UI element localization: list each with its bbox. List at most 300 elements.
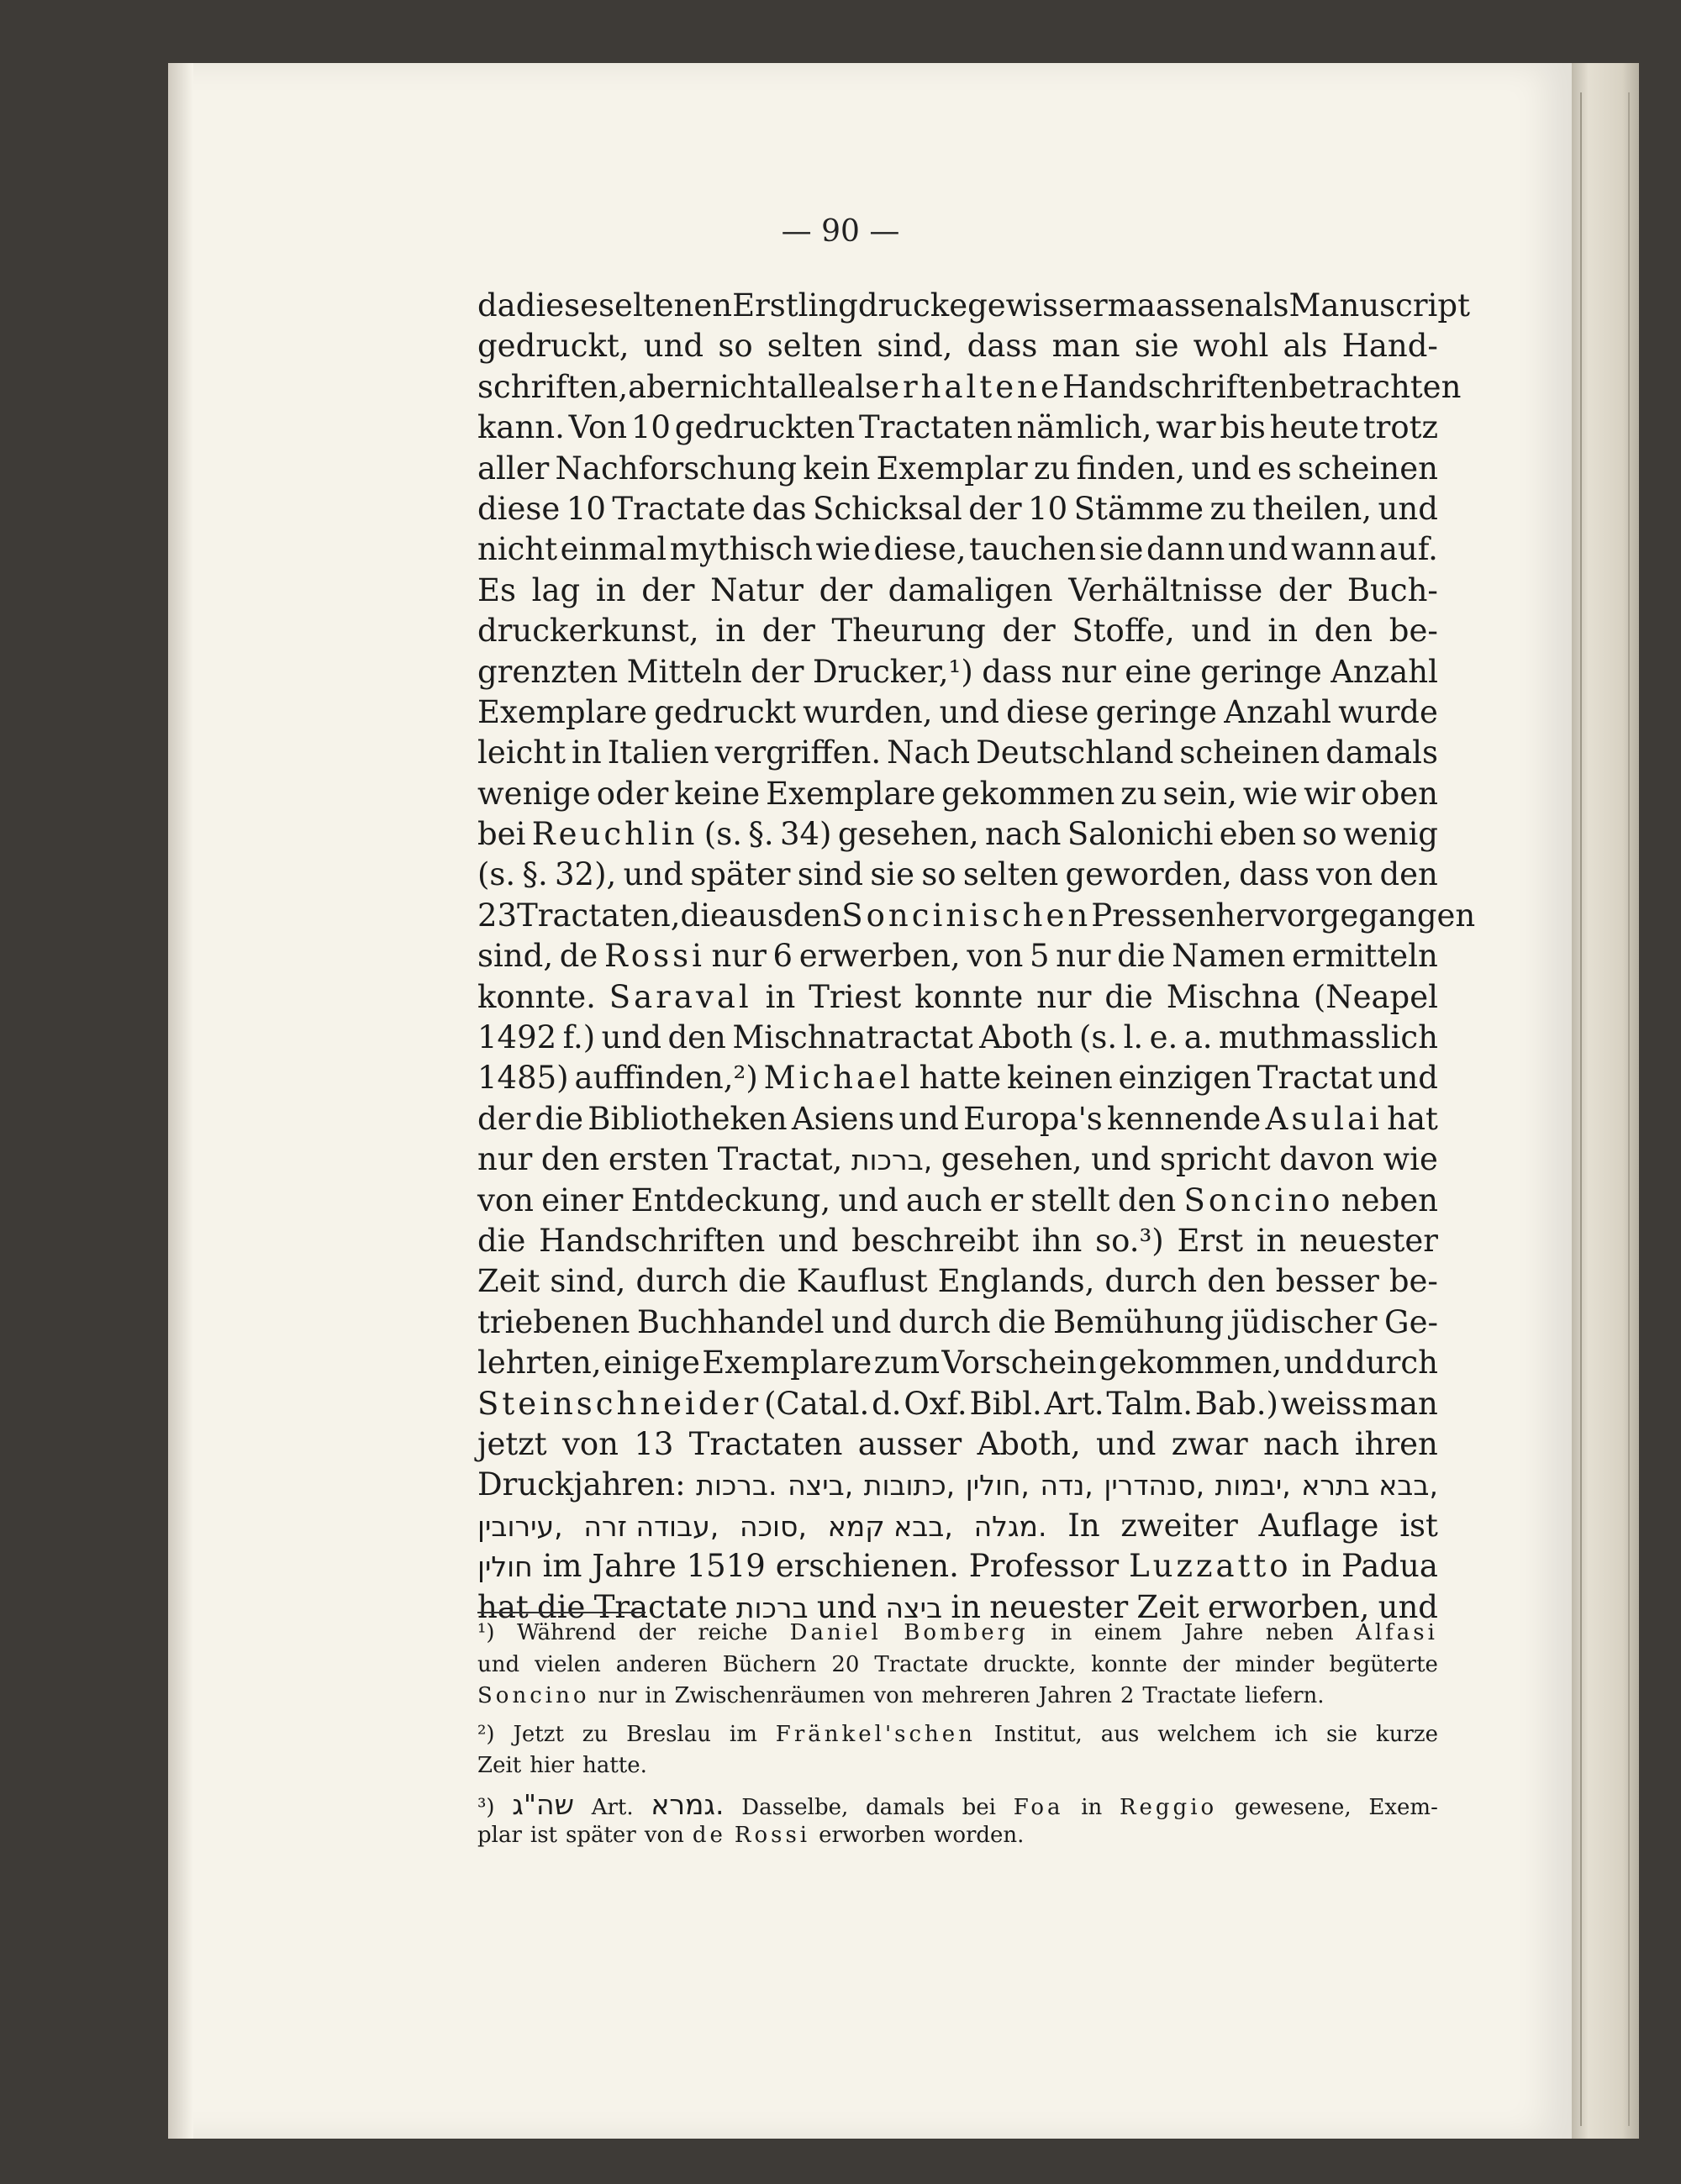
word: war [1156, 409, 1216, 446]
word: Während [517, 1620, 616, 1645]
word: Daniel [789, 1620, 882, 1645]
word: Reuchlin [531, 816, 698, 853]
word: Aboth, [977, 1425, 1081, 1462]
word: aller [477, 450, 550, 487]
word: einem [1093, 1620, 1162, 1645]
word: Handschriften [1062, 368, 1289, 405]
word: sie [1134, 328, 1179, 365]
word: Institut, [993, 1721, 1083, 1747]
word: weiss [1280, 1385, 1368, 1422]
footnote-3 [477, 1789, 1438, 1852]
word: שה"ג [512, 1787, 574, 1821]
word: 10 [566, 490, 606, 527]
word: von [561, 1425, 619, 1462]
word: Asiens [791, 1100, 895, 1137]
page-number: — 90 — [781, 214, 900, 249]
word: auf. [1378, 531, 1438, 568]
word: nicht [699, 368, 780, 405]
word: Asulai [1265, 1100, 1383, 1137]
word: und [838, 1181, 898, 1218]
word: die [537, 1588, 586, 1625]
word: lehrten, [477, 1345, 602, 1381]
word: nur [1061, 653, 1116, 690]
word: nach [985, 816, 1062, 853]
word: in [645, 1683, 667, 1708]
word: sie [870, 856, 915, 893]
body-line [477, 611, 1438, 651]
word: in [1256, 1222, 1287, 1259]
word: so [1302, 816, 1337, 853]
word: damaligen [888, 571, 1053, 608]
word: Exemplare [766, 775, 936, 812]
word: damals [1325, 734, 1438, 771]
word: kein [803, 450, 871, 487]
word: scheinen [1298, 450, 1438, 487]
word: Bibl. [969, 1385, 1042, 1422]
word: von [967, 938, 1024, 975]
word: stellt [1030, 1181, 1110, 1218]
word: 10 [630, 409, 671, 446]
word: 32), [555, 856, 617, 893]
word: Exemplare [702, 1345, 872, 1381]
word: יבמות, [1215, 1469, 1291, 1502]
body-line [477, 1384, 1438, 1424]
word: kann. [477, 409, 565, 446]
word: und [831, 1303, 892, 1340]
word: zu [1120, 775, 1157, 812]
word: mehreren [921, 1683, 1030, 1708]
word: grenzten [477, 653, 619, 690]
word: man [1369, 1385, 1438, 1422]
word: begüterte [1329, 1651, 1438, 1677]
word: wurde [1338, 693, 1438, 730]
body-line [477, 1424, 1438, 1465]
word: (s. [477, 856, 516, 893]
word: wie [1383, 1141, 1438, 1178]
word: ermitteln [1292, 938, 1438, 975]
word: be- [1389, 613, 1438, 650]
word: es [1257, 450, 1292, 487]
body-line [477, 692, 1438, 733]
word: §. [748, 816, 774, 853]
word: bis [1220, 409, 1266, 446]
word: zum [873, 1345, 941, 1381]
footnotes [477, 1618, 1438, 1859]
word: von [644, 1823, 684, 1848]
word: einer [541, 1181, 624, 1218]
word: gedruckt, [477, 328, 630, 365]
word: Buch- [1346, 571, 1438, 608]
word: so [718, 328, 753, 365]
word: aber [628, 368, 700, 405]
word: der [751, 653, 804, 690]
body-line [477, 449, 1438, 489]
word: neben [1341, 1181, 1438, 1218]
word: bei [477, 816, 526, 853]
body-line [477, 326, 1438, 366]
word: Tractate [593, 1588, 728, 1625]
body-line [477, 1181, 1438, 1221]
word: Kauflust [796, 1263, 928, 1300]
body-line [477, 1018, 1438, 1058]
word: nur [711, 938, 767, 975]
word: sind, [877, 328, 953, 365]
word: von [477, 1181, 535, 1218]
word: das [751, 490, 807, 527]
word: de [692, 1823, 726, 1848]
word: und [1227, 531, 1288, 568]
word: 13 [634, 1425, 674, 1462]
word: Buchhandel [636, 1303, 825, 1340]
word: und [1091, 1141, 1151, 1178]
word: Ge- [1384, 1303, 1438, 1340]
word: zwar [1171, 1425, 1248, 1462]
word: hier [530, 1753, 575, 1778]
word: den [540, 1141, 600, 1178]
word: 1492 [477, 1019, 557, 1056]
word: (Neapel [1313, 978, 1438, 1015]
word: im [542, 1548, 582, 1585]
word: der [968, 490, 1022, 527]
word: 5 [1029, 938, 1050, 975]
word: Manuscript [1288, 287, 1470, 324]
word: so.³) [1095, 1222, 1164, 1259]
word: er [989, 1181, 1024, 1218]
word: den [1379, 856, 1438, 893]
word: oder [596, 775, 669, 812]
body-line [477, 1058, 1438, 1098]
word: dass [982, 653, 1052, 690]
word: nach [1263, 1425, 1340, 1462]
word: sein, [1162, 775, 1237, 812]
word: als [1283, 328, 1328, 365]
footnote-2 [477, 1719, 1438, 1782]
word: Tractaten, [517, 897, 681, 934]
word: ersten [608, 1141, 709, 1178]
word: nur [477, 1141, 533, 1178]
word: ich [1274, 1721, 1309, 1747]
word: בבא קמא, [827, 1509, 953, 1543]
word: ברכות. [696, 1469, 777, 1502]
word: keine [674, 775, 761, 812]
word: den [1117, 1181, 1177, 1218]
word: kurze [1375, 1721, 1438, 1747]
word: alle [779, 368, 837, 405]
word: in [572, 734, 602, 771]
word: sie [1325, 1721, 1358, 1747]
word: ihn [1031, 1222, 1083, 1259]
word: גמרא. [651, 1787, 725, 1821]
word: diese [515, 287, 599, 324]
word: eine [1125, 653, 1192, 690]
word: minder [1235, 1651, 1315, 1677]
word: Tractaten [688, 1425, 843, 1462]
body-line [477, 1261, 1438, 1302]
body-line [477, 733, 1438, 773]
word: gewissermaassen [967, 287, 1245, 324]
body-line [477, 774, 1438, 814]
word: sind, [477, 938, 554, 975]
word: und [778, 1222, 839, 1259]
word: der [1182, 1651, 1220, 1677]
word: und [623, 856, 683, 893]
word: בבא בתרא, [1301, 1469, 1438, 1502]
word: ברכות, [851, 1144, 933, 1177]
word: Jetzt [513, 1721, 564, 1747]
word: be- [1389, 1263, 1438, 1300]
word: erworben, [1207, 1588, 1370, 1625]
word: jüdischer [1230, 1303, 1378, 1340]
word: der [477, 1100, 531, 1137]
word: 23 [477, 897, 518, 934]
word: scheinen [1179, 734, 1320, 771]
word: und [939, 693, 999, 730]
word: schriften, [477, 368, 629, 405]
word: e. [1149, 1019, 1178, 1056]
word: der [1002, 613, 1056, 650]
footnote-1 [477, 1618, 1438, 1713]
word: wie [1242, 775, 1299, 812]
word: die [535, 1100, 583, 1137]
word: die [1104, 978, 1153, 1015]
word: diese, [873, 531, 967, 568]
word: sie [1099, 531, 1144, 568]
body-line [477, 814, 1438, 855]
word: Mischnatractat [732, 1019, 973, 1056]
word: später [566, 1823, 636, 1848]
word: in [951, 1588, 982, 1625]
word: nur [1056, 938, 1111, 975]
word: theilen, [1252, 490, 1373, 527]
word: kennende [1107, 1100, 1262, 1137]
word: Erstlingdrucke [732, 287, 968, 324]
word: Tractat, [717, 1141, 843, 1178]
word: Triest [809, 978, 902, 1015]
word: Büchern [722, 1651, 817, 1677]
word: aus [728, 897, 783, 934]
word: vielen [535, 1651, 601, 1677]
word: diese [1006, 693, 1089, 730]
word: נדה, [1040, 1469, 1093, 1502]
footnote-line [477, 1681, 1438, 1713]
word: aus [1100, 1721, 1140, 1747]
word: plar [477, 1823, 522, 1848]
word: Fränkel'schen [775, 1721, 976, 1747]
word: 34) [779, 816, 832, 853]
word: konnte [1091, 1651, 1167, 1677]
body-line [477, 489, 1438, 529]
word: §. [522, 856, 548, 893]
word: כתובות, [863, 1469, 956, 1502]
word: zu [1209, 490, 1246, 527]
word: druckerkunst, [477, 613, 699, 650]
word: Schicksal [812, 490, 962, 527]
word: wohl [1193, 328, 1269, 365]
word: worden. [934, 1823, 1025, 1848]
word: heute [1269, 409, 1359, 446]
word: und [601, 1019, 662, 1056]
word: in [715, 613, 746, 650]
word: 1485) [477, 1060, 569, 1097]
footnote-line [477, 1650, 1438, 1681]
word: keinen [1006, 1060, 1113, 1097]
word: Namen [1172, 938, 1286, 975]
page-gutter [168, 63, 193, 2139]
word: Foa [1013, 1794, 1064, 1820]
word: die [680, 897, 729, 934]
word: zu [582, 1721, 609, 1747]
word: חולין, [965, 1469, 1030, 1502]
word: Soncinischen [841, 897, 1092, 934]
word: spricht [1160, 1141, 1271, 1178]
word: in [1051, 1620, 1072, 1645]
word: (Catal. [763, 1385, 870, 1422]
footnote-line [477, 1820, 1438, 1852]
word: f.) [562, 1019, 596, 1056]
word: Salonichi [1067, 816, 1214, 853]
word: gekommen [941, 775, 1115, 812]
word: und [1191, 450, 1252, 487]
word: beschreibt [851, 1222, 1020, 1259]
word: Es [477, 571, 516, 608]
word: Erst [1177, 1222, 1244, 1259]
word: a. [1183, 1019, 1213, 1056]
word: 10 [1028, 490, 1068, 527]
word: und [477, 1651, 520, 1677]
word: Stoffe, [1072, 613, 1175, 650]
word: hat [477, 1588, 529, 1625]
word: Professor [968, 1548, 1120, 1585]
word: Drucker,¹) [812, 653, 973, 690]
word: dann [1146, 531, 1225, 568]
word: erschienen. [775, 1548, 959, 1585]
word: gedruckt [654, 693, 796, 730]
word: עבודה זרה, [583, 1509, 719, 1543]
word: der [638, 1620, 676, 1645]
word: Exemplare [477, 693, 648, 730]
word: Zeit [477, 1263, 540, 1300]
word: von [1316, 856, 1373, 893]
word: gekommen, [1099, 1345, 1283, 1381]
word: Aboth [979, 1019, 1073, 1056]
word: Verhältnisse [1068, 571, 1263, 608]
word: trotz [1362, 409, 1438, 446]
word: gewesene, [1234, 1794, 1352, 1820]
word: von [873, 1683, 914, 1708]
word: 1519 [686, 1548, 766, 1585]
word: erhaltene [881, 368, 1062, 405]
word: als [836, 368, 882, 405]
word: nicht [477, 531, 558, 568]
word: Von [568, 409, 628, 446]
body-line [477, 855, 1438, 895]
word: Handschriften [539, 1222, 766, 1259]
word: in [1267, 613, 1299, 650]
word: liefern. [1245, 1683, 1325, 1708]
word: hervorgegangen [1215, 897, 1476, 934]
word: חולין [477, 1550, 533, 1584]
word: da [477, 287, 516, 324]
word: nur [1036, 978, 1092, 1015]
word: Bemühung [1052, 1303, 1225, 1340]
word: 20 [831, 1651, 860, 1677]
word: Michael [763, 1060, 914, 1097]
body-line [477, 936, 1438, 976]
word: neben [1265, 1620, 1334, 1645]
word: Entdeckung, [630, 1181, 831, 1218]
word: Nachforschung [555, 450, 798, 487]
word: Alfasi [1356, 1620, 1438, 1645]
word: (s. [703, 816, 742, 853]
word: muthmasslich [1219, 1019, 1438, 1056]
word: leicht [477, 734, 566, 771]
word: ביצה, [788, 1469, 854, 1502]
word: d. [872, 1385, 902, 1422]
word: Mitteln [626, 653, 742, 690]
word: die [998, 1303, 1046, 1340]
word: Steinschneider [477, 1385, 762, 1422]
word: man [1051, 328, 1120, 365]
word: Anzahl [1224, 693, 1331, 730]
word: 6 [772, 938, 793, 975]
word: lag [531, 571, 581, 608]
word: Hand- [1341, 328, 1438, 365]
body-line [477, 1221, 1438, 1261]
word: einige [603, 1345, 700, 1381]
word: Natur [710, 571, 804, 608]
word: Rossi [734, 1823, 811, 1848]
word: In [1067, 1507, 1100, 1544]
word: Breslau [626, 1721, 711, 1747]
body-line [477, 1506, 1438, 1546]
word: den [1207, 1263, 1266, 1300]
word: einzigen [1118, 1060, 1252, 1097]
body-line [477, 1343, 1438, 1383]
word: Tractaten [859, 409, 1013, 446]
word: selten [767, 328, 863, 365]
word: gesehen, [837, 816, 979, 853]
word: geringe [1200, 653, 1322, 690]
word: Pressen [1091, 897, 1216, 934]
word: betrachten [1288, 368, 1462, 405]
word: Tractate [612, 490, 746, 527]
body-line [477, 286, 1470, 326]
word: konnte [914, 978, 1024, 1015]
word: welchem [1157, 1721, 1257, 1747]
word: gesehen, [941, 1141, 1083, 1178]
word: ausser [857, 1425, 962, 1462]
word: sind [797, 856, 864, 893]
word: Soncino [1183, 1181, 1334, 1218]
word: Bibliotheken [588, 1100, 788, 1137]
word: sind, [550, 1263, 626, 1300]
word: Luzzatto [1129, 1548, 1292, 1585]
word: Zwischenräumen [674, 1683, 866, 1708]
word: Talm. [1106, 1385, 1193, 1422]
word: Europa's [963, 1100, 1103, 1137]
word: der [641, 571, 695, 608]
word: Bab.) [1194, 1385, 1278, 1422]
word: ist [530, 1823, 557, 1848]
word: tauchen [969, 531, 1097, 568]
word: den [1314, 613, 1373, 650]
word: Reggio [1119, 1794, 1218, 1820]
word: als [1244, 287, 1289, 324]
word: später [690, 856, 791, 893]
word: סוכה, [740, 1509, 807, 1543]
word: l. [1123, 1019, 1144, 1056]
word: wurden, [803, 693, 933, 730]
